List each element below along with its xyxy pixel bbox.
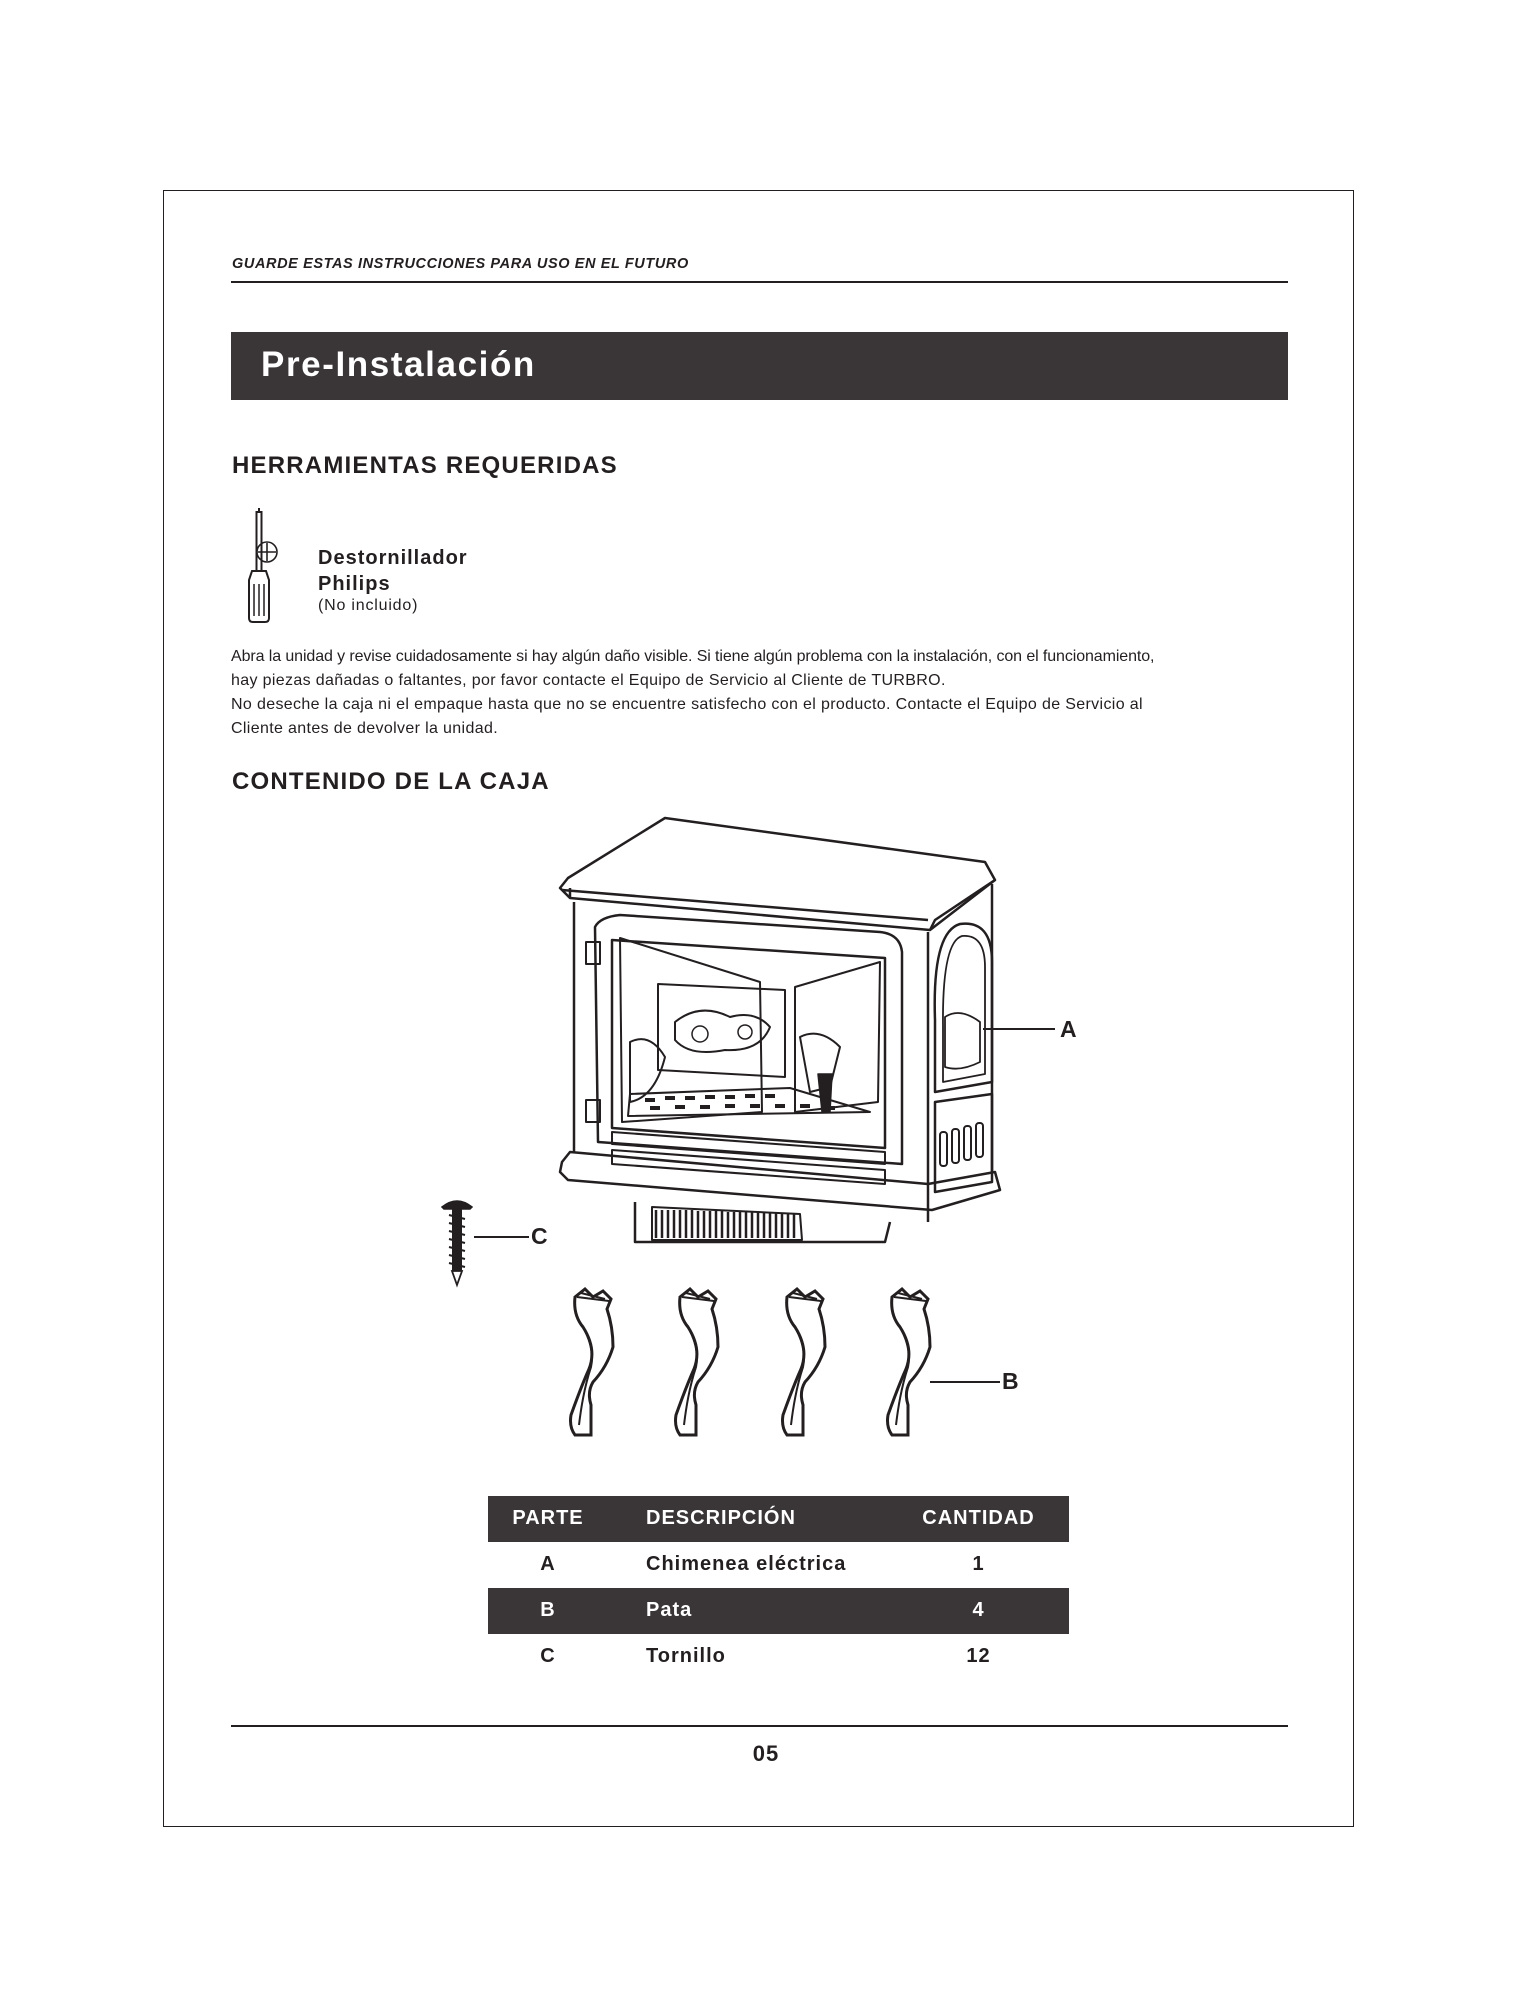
leg-illustration-3	[775, 1287, 845, 1439]
tools-heading: HERRAMIENTAS REQUERIDAS	[232, 452, 618, 479]
leg-illustration-1	[563, 1287, 633, 1439]
row-description: Chimenea eléctrica	[646, 1553, 847, 1575]
row-part: C	[540, 1645, 556, 1667]
leg-illustration-4	[880, 1287, 950, 1439]
tool-note: (No incluido)	[318, 597, 419, 614]
intro-line-1: Abra la unidad y revise cuidadosamente si hay algún daño visible. Si tiene algún problema con la instalación, con el funcionamiento,	[231, 648, 1155, 665]
header-quantity: CANTIDAD	[922, 1507, 1035, 1529]
table-row	[488, 1634, 1069, 1680]
table-header-row	[488, 1496, 1069, 1542]
row-part: A	[540, 1553, 556, 1575]
section-title: Pre-Instalación	[261, 345, 536, 384]
contents-heading: CONTENIDO DE LA CAJA	[232, 768, 550, 795]
section-title-bar	[231, 332, 1288, 400]
header-part: PARTE	[512, 1507, 584, 1529]
header-divider	[231, 281, 1288, 283]
page-number: 05	[752, 1741, 780, 1766]
intro-line-4: Cliente antes de devolver la unidad.	[231, 720, 498, 737]
screwdriver-icon	[247, 508, 277, 624]
tool-name-line1: Destornillador	[318, 547, 468, 569]
parts-table	[488, 1496, 1069, 1680]
screw-illustration	[440, 1197, 474, 1287]
phillips-cross-icon	[255, 540, 279, 564]
callout-a-line	[983, 1027, 1055, 1031]
callout-b-label: B	[1002, 1368, 1019, 1394]
callout-a-label: A	[1060, 1016, 1077, 1042]
row-quantity: 4	[972, 1599, 985, 1621]
footer-divider	[231, 1725, 1288, 1727]
callout-b-line	[930, 1380, 1000, 1384]
row-quantity: 1	[972, 1553, 985, 1575]
row-part: B	[540, 1599, 556, 1621]
electric-fireplace-illustration	[540, 812, 1010, 1242]
tool-name-line2: Philips	[318, 573, 391, 595]
header-description: DESCRIPCIÓN	[646, 1507, 796, 1529]
row-description: Pata	[646, 1599, 693, 1621]
intro-line-2: hay piezas dañadas o faltantes, por favor contacte el Equipo de Servicio al Cliente de TURBRO.	[231, 672, 946, 689]
leg-illustration-2	[668, 1287, 738, 1439]
running-header: GUARDE ESTAS INSTRUCCIONES PARA USO EN EL FUTURO	[232, 256, 689, 272]
table-row	[488, 1542, 1069, 1588]
callout-c-label: C	[531, 1223, 548, 1249]
intro-line-3: No deseche la caja ni el empaque hasta que no se encuentre satisfecho con el producto. Contacte el Equipo de Servicio al	[231, 696, 1143, 713]
table-row	[488, 1588, 1069, 1634]
callout-c-line	[474, 1235, 529, 1239]
row-quantity: 12	[966, 1645, 991, 1667]
row-description: Tornillo	[646, 1645, 726, 1667]
